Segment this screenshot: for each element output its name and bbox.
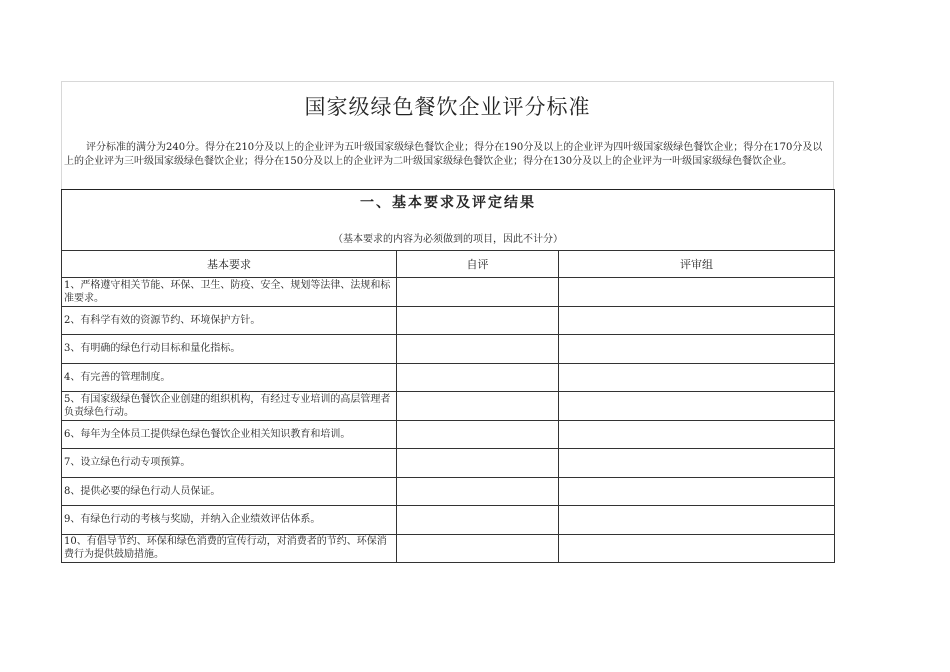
self-eval-cell[interactable] [397, 335, 559, 364]
table-row [62, 477, 835, 506]
requirement-cell: 7、设立绿色行动专项预算。 [62, 449, 397, 478]
table-row [62, 420, 835, 449]
review-cell[interactable] [559, 392, 835, 421]
requirement-cell: 9、有绿色行动的考核与奖励，并纳入企业绩效评估体系。 [62, 506, 397, 535]
table-row [62, 534, 835, 563]
self-eval-cell[interactable] [397, 278, 559, 307]
table-row [62, 392, 835, 421]
review-cell[interactable] [559, 449, 835, 478]
header-box [61, 81, 834, 189]
table-row [62, 335, 835, 364]
header-requirement: 基本要求 [62, 251, 397, 278]
self-eval-cell[interactable] [397, 363, 559, 392]
requirement-cell: 4、有完善的管理制度。 [62, 363, 397, 392]
self-eval-cell[interactable] [397, 477, 559, 506]
review-cell[interactable] [559, 306, 835, 335]
self-eval-cell[interactable] [397, 420, 559, 449]
table-row [62, 506, 835, 535]
section-note: （基本要求的内容为必须做到的项目，因此不计分） [333, 234, 563, 245]
requirement-cell: 8、提供必要的绿色行动人员保证。 [62, 477, 397, 506]
requirement-cell: 10、有倡导节约、环保和绿色消费的宣传行动，对消费者的节约、环保消费行为提供鼓励措施。 [62, 534, 397, 563]
self-eval-cell[interactable] [397, 534, 559, 563]
requirement-cell: 1、严格遵守相关节能、环保、卫生、防疫、安全、规划等法律、法规和标准要求。 [62, 278, 397, 307]
review-cell[interactable] [559, 335, 835, 364]
requirement-cell: 5、有国家级绿色餐饮企业创建的组织机构，有经过专业培训的高层管理者负责绿色行动。 [62, 392, 397, 421]
requirements-table [61, 189, 835, 563]
review-cell[interactable] [559, 534, 835, 563]
self-eval-cell[interactable] [397, 306, 559, 335]
table-row [62, 306, 835, 335]
review-cell[interactable] [559, 278, 835, 307]
intro-paragraph: 评分标准的满分为240分。得分在210分及以上的企业评为五叶级国家级绿色餐饮企业；得分在190分及以上的企业评为四叶级国家级绿色餐饮企业；得分在170分及以上的企业评为三叶级国家级绿色餐饮企业；得分在150分及以上的企业评为二叶级国家级绿色餐饮企业；得分在130分及以上的企业评为一叶级国家级绿色餐饮企业。 [64, 142, 823, 167]
self-eval-cell[interactable] [397, 449, 559, 478]
page-title: 国家级绿色餐饮企业评分标准 [304, 95, 591, 119]
table-row [62, 278, 835, 307]
section-title: 一、基本要求及评定结果 [360, 195, 536, 211]
review-cell[interactable] [559, 420, 835, 449]
table-header-row [62, 251, 835, 278]
requirement-cell: 3、有明确的绿色行动目标和量化指标。 [62, 335, 397, 364]
self-eval-cell[interactable] [397, 506, 559, 535]
requirement-cell: 6、每年为全体员工提供绿色绿色餐饮企业相关知识教育和培训。 [62, 420, 397, 449]
header-self-eval: 自评 [397, 251, 559, 278]
table-row [62, 363, 835, 392]
self-eval-cell[interactable] [397, 392, 559, 421]
section-header [62, 190, 835, 251]
header-review-group: 评审组 [559, 251, 835, 278]
requirement-cell: 2、有科学有效的资源节约、环境保护方针。 [62, 306, 397, 335]
table-row [62, 449, 835, 478]
review-cell[interactable] [559, 363, 835, 392]
review-cell[interactable] [559, 477, 835, 506]
review-cell[interactable] [559, 506, 835, 535]
score-sheet [61, 81, 834, 563]
